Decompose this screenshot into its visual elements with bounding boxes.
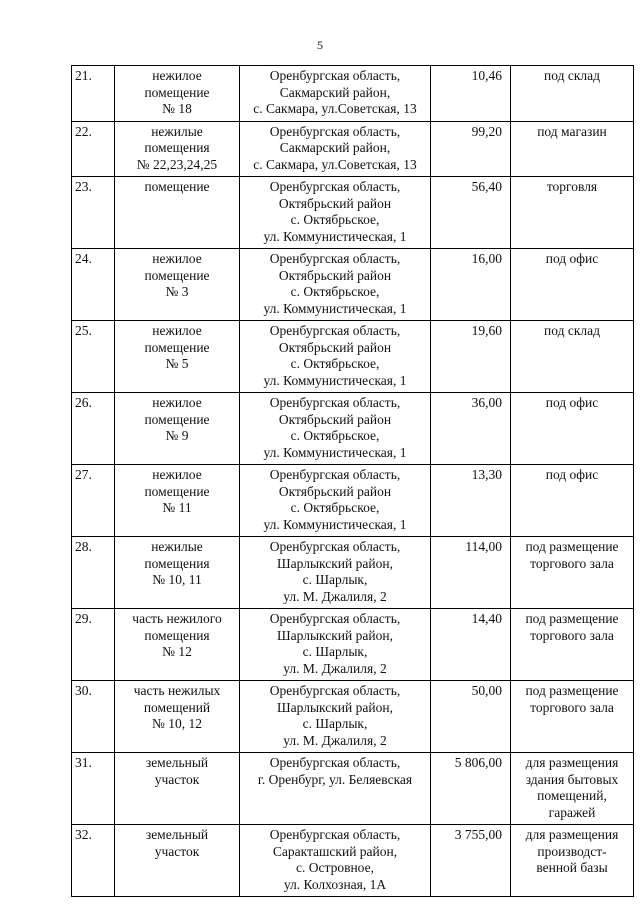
object-purpose-line: производст- xyxy=(537,843,607,859)
object-address xyxy=(240,825,431,897)
object-area: 99,20 xyxy=(431,121,511,177)
table-row xyxy=(72,121,634,177)
table-row xyxy=(72,393,634,465)
object-area: 56,40 xyxy=(431,177,511,249)
object-purpose xyxy=(511,609,634,681)
object-name-line: нежилое xyxy=(152,68,202,83)
object-purpose xyxy=(511,121,634,177)
object-name-line: помещения xyxy=(144,555,210,571)
object-address-line: Оренбургская область, xyxy=(269,68,401,83)
object-name xyxy=(115,609,240,681)
object-area: 5 806,00 xyxy=(431,753,511,825)
row-number: 26. xyxy=(72,393,115,465)
table-row xyxy=(72,66,634,122)
object-name-line: № 10, 11 xyxy=(152,572,202,587)
object-address-line: Шарлыкский район, xyxy=(277,555,393,571)
row-number: 25. xyxy=(72,321,115,393)
object-address-line: Сакмарский район, xyxy=(279,140,391,155)
object-address-line: ул. Коммунистическая, 1 xyxy=(263,228,407,244)
object-address-line: ул. М. Джалиля, 2 xyxy=(283,588,387,604)
object-name-line: нежилое xyxy=(152,323,202,338)
object-name xyxy=(115,321,240,393)
object-address xyxy=(240,393,431,465)
object-name-line: № 9 xyxy=(165,428,189,443)
registry-body xyxy=(72,66,634,897)
object-purpose xyxy=(511,825,634,897)
table-row xyxy=(72,465,634,537)
object-address-line: Шарлыкский район, xyxy=(277,627,393,643)
object-address-line: с. Октябрьское, xyxy=(290,212,380,227)
table-row xyxy=(72,249,634,321)
object-address xyxy=(240,121,431,177)
object-address xyxy=(240,465,431,537)
object-purpose-line: под магазин xyxy=(537,123,607,139)
object-address-line: Сакмарский район, xyxy=(279,84,391,100)
object-address-line: ул. Коммунистическая, 1 xyxy=(263,516,407,532)
object-address-line: Саракташский район, xyxy=(272,843,398,859)
table-row xyxy=(72,321,634,393)
row-number: 28. xyxy=(72,537,115,609)
object-address-line: с. Октябрьское, xyxy=(290,428,380,443)
row-number: 32. xyxy=(72,825,115,897)
object-name-line: № 18 xyxy=(162,101,192,116)
object-name-line: помещение xyxy=(144,84,210,100)
row-number: 29. xyxy=(72,609,115,681)
object-purpose xyxy=(511,681,634,753)
object-area: 16,00 xyxy=(431,249,511,321)
object-purpose-line: под размещение xyxy=(525,611,619,626)
object-address xyxy=(240,249,431,321)
object-name-line: помещений xyxy=(143,699,211,715)
object-address-line: Октябрьский район xyxy=(278,195,392,211)
object-address-line: Оренбургская область, xyxy=(269,611,401,626)
table-row xyxy=(72,609,634,681)
table-row xyxy=(72,753,634,825)
object-address-line: Октябрьский район xyxy=(278,267,392,283)
object-name-line: № 12 xyxy=(162,644,192,659)
object-name-line: нежилое xyxy=(152,251,202,266)
object-purpose-line: помещений, xyxy=(537,788,607,803)
object-purpose-line: торгового зала xyxy=(530,555,614,571)
object-purpose xyxy=(511,249,634,321)
object-name xyxy=(115,66,240,122)
object-address-line: Оренбургская область, xyxy=(269,827,401,842)
object-address-line: с. Сакмара, ул.Советская, 13 xyxy=(253,101,417,116)
object-purpose xyxy=(511,177,634,249)
object-name-line: земельный xyxy=(145,755,209,770)
object-address-line: с. Шарлык, xyxy=(302,644,368,659)
object-name-line: № 5 xyxy=(165,356,189,371)
object-address-line: Оренбургская область, xyxy=(269,755,401,770)
property-registry-table xyxy=(71,65,634,897)
object-name xyxy=(115,177,240,249)
object-name xyxy=(115,825,240,897)
object-purpose-line: торгового зала xyxy=(530,627,614,643)
object-address-line: с. Сакмара, ул.Советская, 13 xyxy=(253,156,417,172)
object-purpose-line: под склад xyxy=(544,323,600,338)
object-purpose-line: под офис xyxy=(545,395,599,410)
object-name-line: участок xyxy=(154,843,200,859)
object-address-line: Оренбургская область, xyxy=(269,123,401,139)
object-name-line: помещения xyxy=(144,627,210,643)
object-name-line: № 10, 12 xyxy=(151,716,202,731)
object-address xyxy=(240,321,431,393)
object-address xyxy=(240,681,431,753)
object-address-line: ул. Коммунистическая, 1 xyxy=(263,444,407,460)
object-address-line: Оренбургская область, xyxy=(269,251,401,266)
object-area: 3 755,00 xyxy=(431,825,511,897)
object-name-line: помещение xyxy=(144,267,210,283)
table-row xyxy=(72,681,634,753)
object-address-line: Оренбургская область, xyxy=(269,539,401,554)
object-area: 19,60 xyxy=(431,321,511,393)
object-purpose xyxy=(511,66,634,122)
row-number: 23. xyxy=(72,177,115,249)
object-purpose-line: торгового зала xyxy=(530,699,614,715)
object-address-line: ул. М. Джалиля, 2 xyxy=(283,732,387,748)
object-purpose xyxy=(511,753,634,825)
object-purpose-line: под размещение xyxy=(525,683,619,698)
object-address xyxy=(240,753,431,825)
object-area: 14,40 xyxy=(431,609,511,681)
object-name-line: № 11 xyxy=(162,500,192,515)
object-address-line: Оренбургская область, xyxy=(269,395,401,410)
row-number: 30. xyxy=(72,681,115,753)
object-area: 13,30 xyxy=(431,465,511,537)
object-name-line: часть нежилого xyxy=(132,611,222,626)
object-purpose-line: торговля xyxy=(546,179,598,194)
object-area: 10,46 xyxy=(431,66,511,122)
object-purpose xyxy=(511,465,634,537)
object-purpose-line: для размещения xyxy=(525,755,619,770)
object-address-line: Октябрьский район xyxy=(278,483,392,499)
object-name-line: нежилое xyxy=(152,467,202,482)
object-name-line: участок xyxy=(154,771,200,787)
object-purpose xyxy=(511,537,634,609)
page-number: 5 xyxy=(317,38,323,52)
object-address xyxy=(240,609,431,681)
object-area: 50,00 xyxy=(431,681,511,753)
object-address-line: Оренбургская область, xyxy=(269,323,401,338)
object-purpose-line: венной базы xyxy=(536,860,608,875)
object-name xyxy=(115,681,240,753)
object-address-line: ул. Коммунистическая, 1 xyxy=(263,300,407,316)
table-row xyxy=(72,825,634,897)
object-name-line: нежилые xyxy=(151,123,203,139)
object-address-line: Оренбургская область, xyxy=(269,683,401,698)
object-address-line: с. Шарлык, xyxy=(302,572,368,587)
object-purpose-line: под офис xyxy=(545,467,599,482)
object-name-line: земельный xyxy=(145,827,209,842)
object-address-line: Оренбургская область, xyxy=(269,179,401,194)
object-address xyxy=(240,66,431,122)
object-name-line: помещения xyxy=(144,140,210,155)
object-name xyxy=(115,753,240,825)
object-name-line: помещение xyxy=(144,483,210,499)
row-number: 21. xyxy=(72,66,115,122)
object-purpose xyxy=(511,393,634,465)
object-purpose-line: под склад xyxy=(544,68,600,83)
object-name-line: нежилое xyxy=(152,395,202,410)
object-purpose-line: здания бытовых xyxy=(525,771,619,787)
object-name-line: № 3 xyxy=(165,284,189,299)
object-purpose-line: под офис xyxy=(545,251,599,266)
object-purpose-line: гаражей xyxy=(548,804,596,820)
row-number: 27. xyxy=(72,465,115,537)
object-address-line: Оренбургская область, xyxy=(269,467,401,482)
object-name-line: помещение xyxy=(144,411,210,427)
object-name-line: нежилые xyxy=(151,539,203,554)
object-name-line: помещение xyxy=(144,179,210,194)
object-address-line: Октябрьский район xyxy=(278,411,392,427)
row-number: 31. xyxy=(72,753,115,825)
object-address xyxy=(240,537,431,609)
object-name-line: часть нежилых xyxy=(133,683,221,698)
object-address-line: г. Оренбург, ул. Беляевская xyxy=(257,771,413,787)
object-name xyxy=(115,121,240,177)
object-area: 114,00 xyxy=(431,537,511,609)
object-address-line: ул. Колхозная, 1А xyxy=(283,876,387,892)
object-address-line: ул. Коммунистическая, 1 xyxy=(263,372,407,388)
row-number: 22. xyxy=(72,121,115,177)
object-name-line: № 22,23,24,25 xyxy=(136,156,218,172)
object-purpose-line: под размещение xyxy=(525,539,619,554)
object-address-line: с. Островное, xyxy=(296,860,374,875)
object-purpose-line: для размещения xyxy=(525,827,619,842)
table-row xyxy=(72,537,634,609)
object-purpose xyxy=(511,321,634,393)
object-address xyxy=(240,177,431,249)
object-area: 36,00 xyxy=(431,393,511,465)
object-address-line: с. Октябрьское, xyxy=(290,284,380,299)
object-address-line: ул. М. Джалиля, 2 xyxy=(283,660,387,676)
object-address-line: с. Октябрьское, xyxy=(290,500,380,515)
object-name-line: помещение xyxy=(144,339,210,355)
object-name xyxy=(115,465,240,537)
object-address-line: с. Шарлык, xyxy=(302,716,368,731)
object-address-line: с. Октябрьское, xyxy=(290,356,380,371)
object-name xyxy=(115,249,240,321)
table-row xyxy=(72,177,634,249)
object-address-line: Шарлыкский район, xyxy=(277,699,393,715)
row-number: 24. xyxy=(72,249,115,321)
object-address-line: Октябрьский район xyxy=(278,339,392,355)
object-name xyxy=(115,537,240,609)
object-name xyxy=(115,393,240,465)
